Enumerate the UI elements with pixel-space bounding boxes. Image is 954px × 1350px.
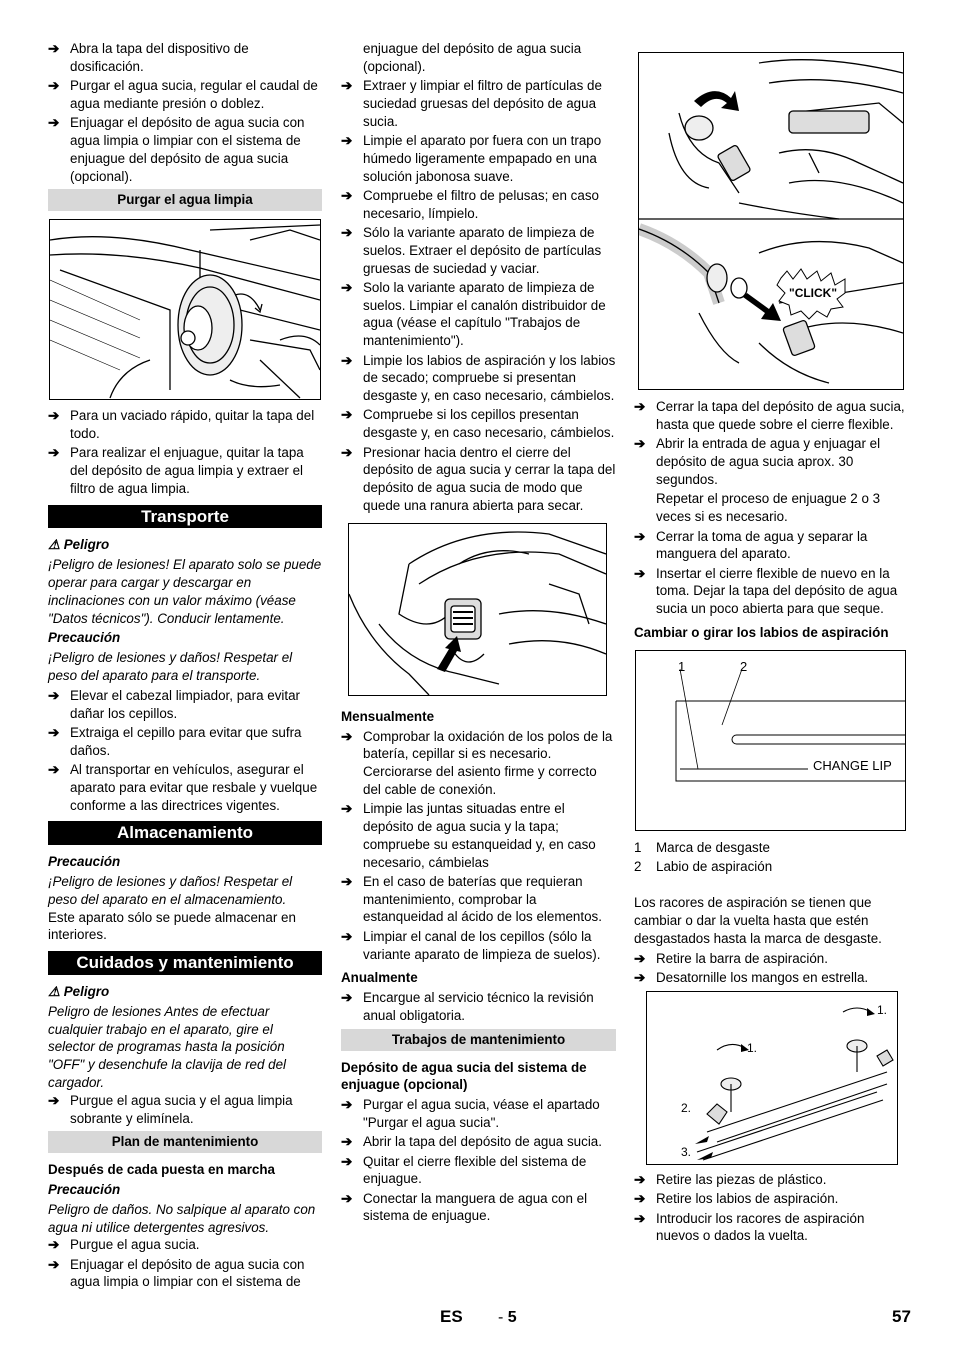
bullet-text: Desatornille los mangos en estrella. bbox=[656, 970, 869, 986]
arrow-icon: ➔ bbox=[634, 565, 646, 581]
bullet-text: Purgar el agua sucia, regular el caudal de agua mediante presión o doblez. bbox=[70, 78, 318, 111]
step-label: 3. bbox=[681, 1144, 692, 1159]
bullet-text: Para un vaciado rápido, quitar la tapa del todo. bbox=[70, 408, 315, 441]
subheading-after-each: Después de cada puesta en marcha bbox=[48, 1162, 275, 1178]
bullet bbox=[341, 1133, 616, 1151]
bullet-text: Introducir los racores de aspiración nuevos o dados la vuelta. bbox=[656, 1210, 865, 1244]
bullet-text: Limpie el aparato por fuera con un trapo húmedo ligeramente empapado en una solución jabonosa suave. bbox=[363, 132, 602, 184]
bullet-text: Retire los labios de aspiración. bbox=[656, 1191, 839, 1207]
figure-clean-water-cap bbox=[49, 219, 321, 400]
arrow-icon: ➔ bbox=[48, 115, 60, 131]
bullet bbox=[48, 687, 322, 723]
bullet bbox=[634, 398, 906, 434]
rotate-arrow-icon bbox=[867, 1008, 875, 1016]
caution-text: Peligro de daños. No salpique al aparato con agua ni utilice detergentes agresivos. bbox=[48, 1201, 316, 1235]
arrow-icon: ➔ bbox=[634, 1171, 646, 1187]
caution-label: Precaución bbox=[48, 1181, 121, 1197]
bullet bbox=[341, 1190, 616, 1226]
figure-remove-lips bbox=[646, 991, 898, 1165]
rotate-arrow-icon bbox=[694, 91, 739, 111]
arrow-icon: ➔ bbox=[48, 1237, 60, 1253]
pull-arrow-icon bbox=[695, 1136, 709, 1144]
bullet bbox=[48, 114, 322, 185]
bullet bbox=[48, 1256, 322, 1292]
bullet bbox=[48, 761, 322, 814]
bullet-text: Retire la barra de aspiración. bbox=[656, 950, 828, 966]
bullet-text: Limpie las juntas situadas entre el depósito de agua sucia y la tapa; compruebe su estanqueidad y, en caso necesario, cámbielas bbox=[363, 801, 596, 870]
column-2 bbox=[341, 40, 616, 1227]
bullet bbox=[634, 565, 906, 618]
bullet-text: Insertar el cierre flexible de nuevo en la toma. Dejar la tapa del depósito de agua sucia un poco abierta para que seque. bbox=[656, 565, 898, 617]
bullet bbox=[634, 969, 906, 987]
arrow-icon: ➔ bbox=[48, 78, 60, 94]
danger-label: ⚠ Peligro bbox=[48, 537, 110, 553]
clean-water-cap-illustration bbox=[50, 220, 320, 399]
arrow-icon: ➔ bbox=[341, 224, 353, 240]
bullet-text: Abrir la tapa del depósito de agua sucia. bbox=[363, 1134, 602, 1150]
arrow-icon: ➔ bbox=[634, 528, 646, 544]
bullet-text: Extraer y limpiar el filtro de partículas de suciedad gruesas del depósito de agua sucia. bbox=[363, 78, 602, 129]
legend-item: 2 Labio de aspiración bbox=[634, 858, 773, 874]
bullet-text: Limpiar el canal de los cepillos (sólo la variante aparato de limpieza de suelos). bbox=[363, 928, 601, 962]
bullet-text: Retire las piezas de plástico. bbox=[656, 1171, 827, 1187]
bullet bbox=[341, 406, 616, 442]
bullet-text: Comprobar la oxidación de los polos de la batería, cepillar si es necesario. Cerciorarse del asiento firme y correcto del cable de conexión. bbox=[363, 728, 613, 797]
arrow-icon: ➔ bbox=[341, 352, 353, 368]
bullet bbox=[48, 724, 322, 760]
bullet-text: Para realizar el enjuague, quitar la tapa del depósito de agua limpia y extraer el filtro de agua limpia. bbox=[70, 445, 304, 496]
repeat-text: Repetar el proceso de enjuague 2 o 3 veces si es necesario. bbox=[656, 490, 881, 524]
bullet-text: Cerrar la tapa del depósito de agua sucia, hasta que quede sobre el cierre flexible. bbox=[656, 399, 905, 432]
lip-fig-num-2: 2 bbox=[740, 658, 748, 674]
column-1 bbox=[48, 40, 322, 1293]
section-heading-maintenance-work: Trabajos de mantenimiento bbox=[341, 1029, 616, 1051]
arrow-icon: ➔ bbox=[341, 873, 353, 889]
footer-absolute-page: 57 bbox=[892, 1307, 911, 1326]
figure-change-lip bbox=[635, 650, 906, 831]
arrow-icon: ➔ bbox=[341, 187, 353, 203]
caution-text: ¡Peligro de lesiones y daños! Respetar el peso del aparato en el almacenamiento. bbox=[48, 874, 293, 907]
arrow-icon: ➔ bbox=[48, 762, 60, 778]
bullet-text: Quitar el cierre flexible del sistema de enjuague. bbox=[363, 1153, 587, 1187]
section-heading-transport: Transporte bbox=[48, 505, 322, 529]
bullet-text: Extraiga el cepillo para evitar que sufra daños. bbox=[70, 724, 302, 758]
bullet bbox=[48, 1236, 322, 1254]
section-heading-plan: Plan de mantenimiento bbox=[48, 1131, 322, 1153]
section-heading-storage: Almacenamiento bbox=[48, 821, 322, 845]
bullet-text: Presionar hacia dentro el cierre del depósito de agua sucia y cerrar la tapa del depósito de agua sucia de modo que quede una ranura abierta para secar. bbox=[363, 444, 616, 513]
legend-item: 1 Marca de desgaste bbox=[634, 839, 770, 855]
bullet bbox=[48, 77, 322, 113]
bullet bbox=[341, 279, 616, 350]
change-lip-label: CHANGE LIP bbox=[813, 757, 892, 773]
arrow-icon: ➔ bbox=[341, 801, 353, 817]
arrow-icon: ➔ bbox=[48, 1092, 60, 1108]
bullet bbox=[341, 77, 616, 130]
subheading-annual: Anualmente bbox=[341, 970, 418, 986]
arrow-icon: ➔ bbox=[341, 1134, 353, 1150]
arrow-icon: ➔ bbox=[341, 279, 353, 295]
warning-icon: ⚠ bbox=[48, 537, 61, 553]
step-label: 2. bbox=[681, 1100, 692, 1115]
bullet bbox=[634, 950, 906, 968]
pull-arrow-icon bbox=[697, 1152, 713, 1160]
section-heading-care: Cuidados y mantenimiento bbox=[48, 951, 322, 975]
bullet bbox=[341, 928, 616, 964]
arrow-icon: ➔ bbox=[48, 41, 60, 56]
arrow-icon: ➔ bbox=[634, 436, 646, 452]
bullet bbox=[341, 873, 616, 926]
change-lip-illustration bbox=[636, 651, 905, 830]
arrow-icon: ➔ bbox=[341, 1190, 353, 1206]
caution-text: ¡Peligro de lesiones y daños! Respetar el peso del aparato para el transporte. bbox=[48, 650, 293, 684]
arrow-icon: ➔ bbox=[341, 1153, 353, 1169]
bullet bbox=[341, 444, 616, 515]
caution-label: Precaución bbox=[48, 854, 121, 870]
click-label: "CLICK" bbox=[789, 286, 838, 300]
bullet-text: En el caso de baterías que requieran mantenimiento, comprobar la estanqueidad al ácido de los elementos. bbox=[363, 873, 602, 925]
bullet bbox=[634, 1190, 906, 1208]
arrow-icon: ➔ bbox=[634, 950, 646, 966]
step-label: 1. bbox=[877, 1002, 888, 1017]
figure-tank-lid-latch bbox=[348, 523, 607, 696]
bullet-text: Sólo la variante aparato de limpieza de suelos. Extraer el depósito de partículas gruesas de suciedad y vaciar. bbox=[363, 224, 602, 276]
bullet-text: Enjuagar el depósito de agua sucia con agua limpia o limpiar con el sistema de enjuague del depósito de agua sucia (opcional). bbox=[70, 115, 305, 184]
continuation-text: enjuague del depósito de agua sucia (opcional). bbox=[363, 41, 582, 74]
section-heading-purge-clean: Purgar el agua limpia bbox=[48, 189, 322, 211]
danger-label: ⚠ Peligro bbox=[48, 983, 110, 999]
tank-lid-latch-illustration bbox=[349, 524, 606, 695]
arrow-icon: ➔ bbox=[341, 990, 353, 1006]
bullet-text: Encargue al servicio técnico la revisión anual obligatoria. bbox=[363, 990, 594, 1023]
press-arrow-icon bbox=[437, 636, 461, 672]
bullet bbox=[341, 187, 616, 223]
arrow-icon: ➔ bbox=[341, 728, 353, 744]
subheading-monthly: Mensualmente bbox=[341, 708, 435, 724]
bullet bbox=[341, 224, 616, 277]
bullet-text: Purgar el agua sucia, véase el apartado "Purgar el agua sucia". bbox=[363, 1097, 600, 1130]
arrow-icon: ➔ bbox=[634, 1210, 646, 1226]
subheading-change-lips: Cambiar o girar los labios de aspiración bbox=[634, 625, 889, 641]
bullet-text: Cerrar la toma de agua y separar la manguera del aparato. bbox=[656, 528, 868, 562]
bullet-text: Enjuagar el depósito de agua sucia con agua limpia o limpiar con el sistema de bbox=[70, 1256, 305, 1290]
arrow-icon: ➔ bbox=[341, 1097, 353, 1113]
bullet bbox=[634, 528, 906, 564]
footer-language: ES bbox=[440, 1307, 463, 1326]
insert-arrow-icon bbox=[743, 293, 781, 321]
bullet-text: Abra la tapa del dispositivo de dosificación. bbox=[70, 41, 249, 74]
bullet bbox=[48, 407, 322, 443]
arrow-icon: ➔ bbox=[634, 399, 646, 414]
arrow-icon: ➔ bbox=[341, 78, 353, 94]
bullet bbox=[48, 40, 322, 76]
bullet bbox=[48, 444, 322, 497]
bullet-text: Compruebe el filtro de pelusas; en caso necesario, límpielo. bbox=[363, 187, 599, 221]
arrow-icon: ➔ bbox=[48, 408, 60, 424]
danger-text: Peligro de lesiones Antes de efectuar cualquier trabajo en el aparato, gire el selector de programas hasta la posición "OFF" y desenchufe la clavija de red del cargador. bbox=[48, 1003, 287, 1090]
subheading-rinse-system: Depósito de agua sucia del sistema de enjuague (opcional) bbox=[341, 1059, 587, 1093]
arrow-icon: ➔ bbox=[341, 928, 353, 944]
danger-text: ¡Peligro de lesiones! El aparato solo se puede operar para cargar y descargar en inclinaciones con un valor máximo (véase "Datos técnicos"). Conducir lentamente. bbox=[48, 557, 322, 626]
arrow-icon: ➔ bbox=[48, 687, 60, 703]
bullet bbox=[634, 1210, 906, 1246]
bullet bbox=[634, 435, 906, 488]
bullet bbox=[341, 800, 616, 871]
figure-rinse-connection bbox=[638, 52, 904, 390]
warning-icon: ⚠ bbox=[48, 983, 61, 999]
bullet bbox=[341, 728, 616, 799]
arrow-icon: ➔ bbox=[634, 1191, 646, 1207]
lips-text: Los racores de aspiración se tienen que cambiar o dar la vuelta hasta que estén desgastados hasta la marca de desgaste. bbox=[634, 895, 882, 947]
bullet-text: Purgue el agua sucia y el agua limpia sobrante y elimínela. bbox=[70, 1092, 293, 1126]
bullet bbox=[634, 1171, 906, 1189]
bullet-text: Compruebe si los cepillos presentan desgaste y, en caso necesario, cámbielos. bbox=[363, 407, 615, 441]
bullet-text: Solo la variante aparato de limpieza de suelos. Limpiar el canalón distribuidor de agua (véase el capítulo "Trabajos de mantenimiento"). bbox=[363, 279, 606, 349]
bullet bbox=[341, 1153, 616, 1189]
bullet-text: Limpie los labios de aspiración y los labios de secado; compruebe si presentan desgaste y, en caso necesario, cámbielos. bbox=[363, 352, 616, 404]
caution-label: Precaución bbox=[48, 630, 121, 646]
bullet bbox=[341, 132, 616, 185]
step-label: 1. bbox=[747, 1040, 758, 1055]
bullet bbox=[48, 1092, 322, 1128]
bullet bbox=[341, 1096, 616, 1132]
column-3 bbox=[634, 40, 906, 1247]
bullet-text: Abrir la entrada de agua y enjuagar el depósito de agua sucia aprox. 30 segundos. bbox=[656, 436, 881, 487]
lip-fig-num-1: 1 bbox=[678, 658, 686, 674]
bullet-text: Elevar el cabezal limpiador, para evitar dañar los cepillos. bbox=[70, 687, 300, 721]
remove-lips-illustration bbox=[647, 992, 897, 1164]
storage-text: Este aparato sólo se puede almacenar en interiores. bbox=[48, 909, 296, 943]
bullet-text: Purgue el agua sucia. bbox=[70, 1237, 200, 1253]
arrow-icon: ➔ bbox=[48, 1256, 60, 1272]
rinse-connection-illustration bbox=[639, 53, 903, 389]
bullet bbox=[341, 352, 616, 405]
arrow-icon: ➔ bbox=[48, 445, 60, 461]
bullet bbox=[341, 989, 616, 1025]
arrow-icon: ➔ bbox=[48, 724, 60, 740]
bullet-text: Al transportar en vehículos, asegurar el aparato para evitar que resbale y vuelque conforme a las directrices vigentes. bbox=[70, 762, 318, 813]
arrow-icon: ➔ bbox=[341, 407, 353, 423]
footer-page-number: - 5 bbox=[498, 1309, 517, 1326]
arrow-icon: ➔ bbox=[341, 132, 353, 148]
arrow-icon: ➔ bbox=[341, 444, 353, 460]
arrow-icon: ➔ bbox=[634, 970, 646, 986]
bullet-text: Conectar la manguera de agua con el sistema de enjuague. bbox=[363, 1190, 588, 1224]
